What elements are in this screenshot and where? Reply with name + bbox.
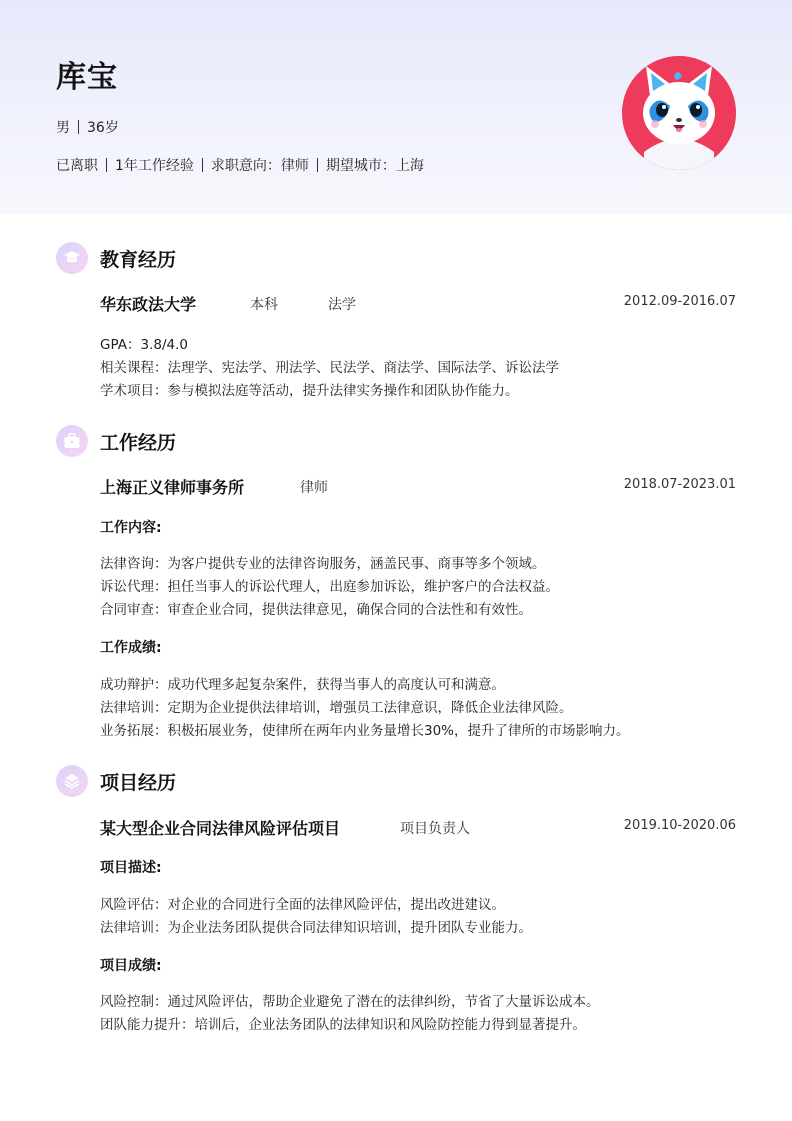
job-role: 律师 [300, 480, 328, 496]
work-experience: 1年工作经验 [115, 158, 194, 174]
education-section-header [56, 242, 176, 274]
project-desc-line: 法律培训：为企业法务团队提供合同法律知识培训，提升团队专业能力。 [100, 920, 532, 936]
work-content-heading: 工作内容: [100, 520, 162, 536]
work-result-line: 成功辩护：成功代理多起复杂案件，获得当事人的高度认可和满意。 [100, 677, 505, 693]
education-entry [100, 292, 736, 316]
employment-status: 已离职 [56, 158, 98, 174]
work-content-line: 法律咨询：为客户提供专业的法律咨询服务，涵盖民事、商事等多个领域。 [100, 556, 546, 572]
education-line: 相关课程：法理学、宪法学、刑法学、民法学、商法学、国际法学、诉讼法学 [100, 360, 559, 376]
briefcase-icon [56, 425, 88, 457]
project-results-heading: 项目成绩: [100, 958, 162, 974]
expected-city: 期望城市：上海 [325, 158, 424, 174]
project-role: 项目负责人 [400, 821, 470, 837]
basic-info-row [56, 117, 119, 137]
project-desc-line: 风险评估：对企业的合同进行全面的法律风险评估，提出改进建议。 [100, 897, 505, 913]
school-name: 华东政法大学 [100, 295, 197, 314]
date-range: 2018.07-2023.01 [623, 477, 736, 492]
divider [317, 158, 318, 172]
education-line: GPA：3.8/4.0 [100, 337, 188, 353]
section-title: 项目经历 [100, 771, 177, 794]
graduation-cap-icon [56, 242, 88, 274]
work-section-header [56, 425, 176, 457]
candidate-name: 库宝 [56, 60, 118, 95]
divider [78, 120, 79, 134]
section-title: 教育经历 [100, 248, 177, 271]
divider [202, 158, 203, 172]
project-name: 某大型企业合同法律风险评估项目 [100, 819, 341, 838]
project-result-line: 风险控制：通过风险评估，帮助企业避免了潜在的法律纠纷，节省了大量诉讼成本。 [100, 994, 600, 1010]
cat-mascot-icon [622, 56, 736, 170]
job-intent: 求职意向：律师 [210, 158, 309, 174]
gender: 男 [56, 120, 70, 136]
project-result-line: 团队能力提升：培训后，企业法务团队的法律知识和风险防控能力得到显著提升。 [100, 1017, 586, 1033]
age: 36岁 [87, 120, 119, 136]
work-results-heading: 工作成绩: [100, 640, 162, 656]
major: 法学 [328, 297, 356, 313]
education-line: 学术项目：参与模拟法庭等活动，提升法律实务操作和团队协作能力。 [100, 383, 519, 399]
avatar [622, 56, 736, 170]
divider [106, 158, 107, 172]
layers-icon [56, 765, 88, 797]
work-result-line: 业务拓展：积极拓展业务，使律所在两年内业务量增长30%，提升了律所的市场影响力。 [100, 723, 630, 739]
project-desc-heading: 项目描述: [100, 860, 162, 876]
section-title: 工作经历 [100, 431, 177, 454]
job-info-row [56, 155, 424, 175]
date-range: 2012.09-2016.07 [623, 294, 736, 309]
project-entry [100, 816, 736, 840]
degree: 本科 [250, 297, 278, 313]
work-content-line: 合同审查：审查企业合同，提供法律意见，确保合同的合法性和有效性。 [100, 602, 532, 618]
work-entry [100, 475, 736, 499]
work-result-line: 法律培训：定期为企业提供法律培训，增强员工法律意识，降低企业法律风险。 [100, 700, 573, 716]
company-name: 上海正义律师事务所 [100, 478, 245, 497]
date-range: 2019.10-2020.06 [623, 818, 736, 833]
work-content-line: 诉讼代理：担任当事人的诉讼代理人，出庭参加诉讼，维护客户的合法权益。 [100, 579, 559, 595]
project-section-header [56, 765, 176, 797]
